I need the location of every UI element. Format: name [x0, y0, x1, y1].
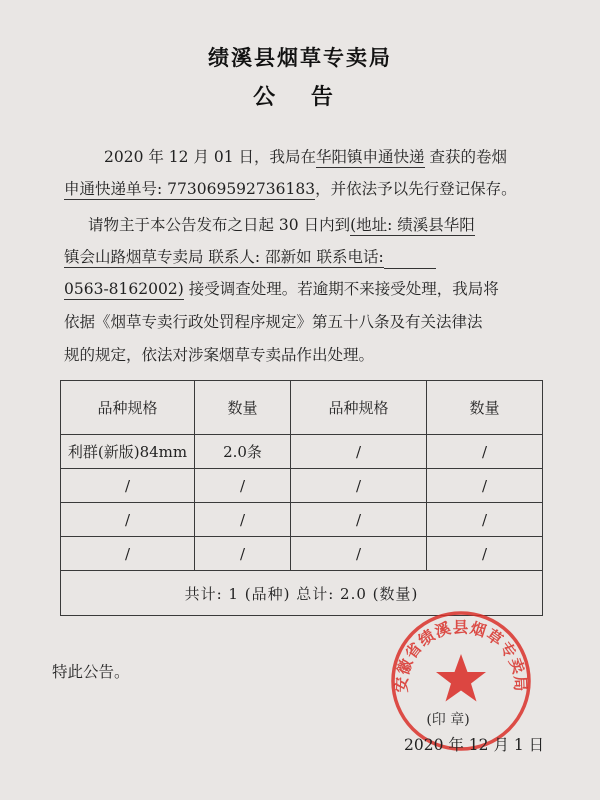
table-header-cell: 品种规格: [61, 381, 195, 435]
table-header-cell: 数量: [427, 381, 543, 435]
table-cell: /: [195, 537, 291, 571]
table-total-cell: 共计: 1 (品种) 总计: 2.0 (数量): [61, 571, 543, 616]
table-cell: /: [61, 503, 195, 537]
tracking-number: 申通快递单号: 773069592736183: [64, 180, 316, 198]
seal-text: 安徽省绩溪县烟草专卖局: [392, 618, 530, 693]
table-row: [61, 469, 543, 503]
paragraph-2-line-5: 规的规定，依法对涉案烟草专卖品作出处理。: [64, 346, 375, 364]
seizure-location: 华阳镇申通快递: [316, 148, 425, 166]
table-cell: /: [61, 469, 195, 503]
contact-info: 镇会山路烟草专卖局 联系人: 邵新如 联系电话:: [64, 248, 384, 266]
document-type-title: 公 告: [253, 85, 347, 110]
blank-underline: [384, 252, 436, 269]
paragraph-1-line-2: 申通快递单号: 773069592736183，并依法予以先行登记保存。: [64, 180, 517, 198]
table-cell: /: [61, 537, 195, 571]
table-cell: /: [427, 537, 543, 571]
address-start: (地址: 绩溪县华阳: [350, 216, 475, 234]
issue-date: 2020 年 12 月 1 日: [404, 736, 545, 754]
table-cell: /: [427, 435, 543, 469]
organization-title: 绩溪县烟草专卖局: [208, 46, 392, 70]
paragraph-2-line-4: 依据《烟草专卖行政处罚程序规定》第五十八条及有关法律法: [64, 313, 483, 331]
stamp-label: (印 章): [426, 712, 470, 728]
paragraph-1-line-1: 2020 年 12 月 01 日，我局在华阳镇申通快递 查获的卷烟: [104, 148, 507, 166]
table-cell: /: [291, 435, 427, 469]
table-row: [61, 435, 543, 469]
seized-items-table: [60, 380, 543, 616]
paragraph-2-line-1: 请物主于本公告发布之日起 30 日内到(地址: 绩溪县华阳: [88, 216, 475, 234]
table-cell: /: [195, 503, 291, 537]
table-header-cell: 数量: [195, 381, 291, 435]
table-cell: /: [427, 469, 543, 503]
table-header-row: [61, 381, 543, 435]
table-cell: /: [291, 469, 427, 503]
table-cell: 利群(新版)84mm: [61, 435, 195, 469]
paragraph-2-line-3: 0563-8162002) 接受调查处理。若逾期不来接受处理，我局将: [64, 280, 499, 298]
table-cell: 2.0条: [195, 435, 291, 469]
table-header-cell: 品种规格: [291, 381, 427, 435]
table-cell: /: [427, 503, 543, 537]
table-cell: /: [291, 503, 427, 537]
table-cell: /: [195, 469, 291, 503]
contact-phone: 0563-8162002): [64, 280, 184, 298]
closing-text: 特此公告。: [52, 663, 130, 681]
table-row: [61, 537, 543, 571]
table-row: [61, 503, 543, 537]
table-cell: /: [291, 537, 427, 571]
paragraph-2-line-2: [64, 246, 436, 269]
